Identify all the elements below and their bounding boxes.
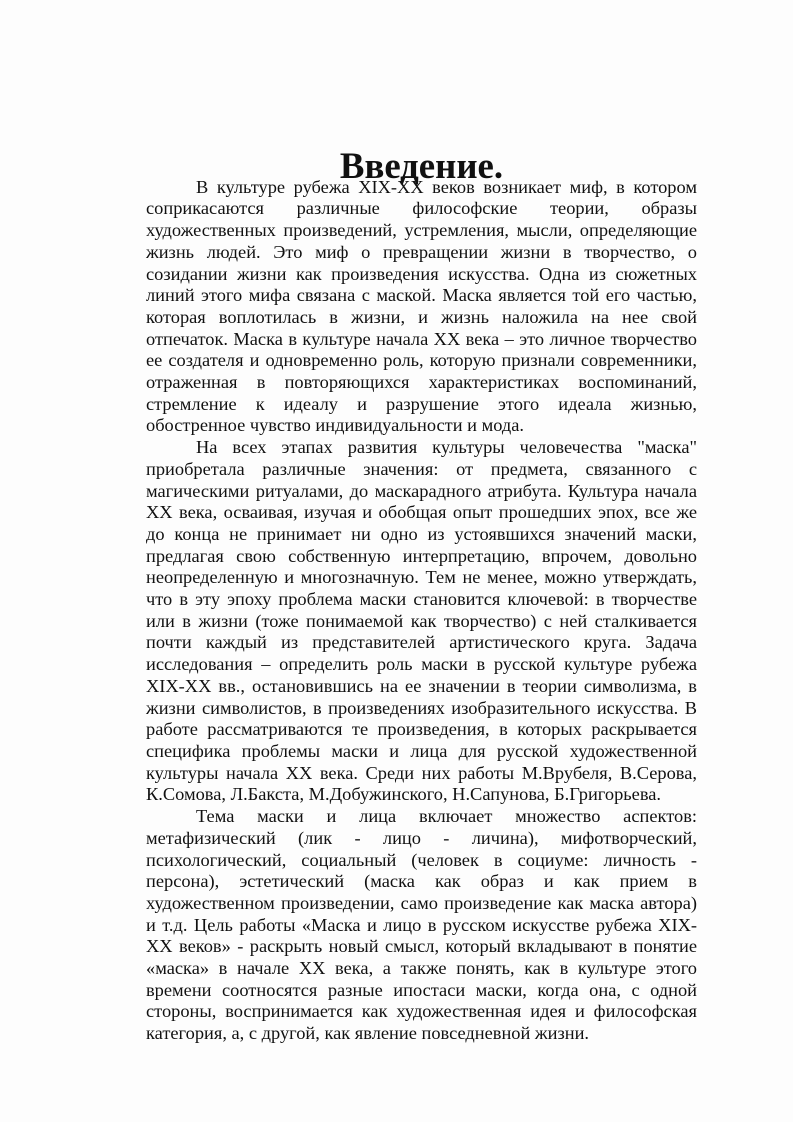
page-body — [146, 145, 697, 1045]
page-title: Введение. — [339, 145, 504, 186]
paragraph-1: В культуре рубежа XIX-XX веков возникает миф, в котором соприкасаются различные философские теории, образы художественных произведений, устремления, мысли, определяющие жизнь людей. Это миф о превращении жизни в творчество, о созидании жизни как произведения искусства. Одна из сюжетных линий этого мифа связана с маской. Маска является той его частью, которая воплотилась в жизни, и жизнь наложила на нее свой отпечаток. Маска в культуре начала XX века – это личное творчество ее создателя и одновременно роль, которую признали современники, отраженная в повторяющихся характеристиках воспоминаний, стремление к идеалу и разрушение этого идеала жизнью, обостренное чувство индивидуальности и мода. — [146, 176, 697, 436]
paragraph-3: Тема маски и лица включает множество аспектов: метафизический (лик - лицо - личина), мифотворческий, психологический, социальный (человек в социуме: личность - персона), эстетический (маска как образ и как прием в художественном произведении, само произведение как маска автора) и т.д. Цель работы «Маска и лицо в русском искусстве рубежа XIX-XX веков» - раскрыть новый смысл, который вкладывают в понятие «маска» в начале XX века, а также понять, как в культуре этого времени соотносятся разные ипостаси маски, когда она, с одной стороны, воспринимается как художественная идея и философская категория, а, с другой, как явление повседневной жизни. — [146, 806, 697, 1044]
paragraph-2: На всех этапах развития культуры человечества "маска" приобретала различные значения: от предмета, связанного с магическими ритуалами, до маскарадного атрибута. Культура начала XX века, осваивая, изучая и обобщая опыт прошедших эпох, все же до конца не принимает ни одно из устоявшихся значений маски, предлагая свою собственную интерпретацию, впрочем, довольно неопределенную и многозначную. Тем не менее, можно утверждать, что в эту эпоху проблема маски становится ключевой: в творчестве или в жизни (тоже понимаемой как творчество) с ней сталкивается почти каждый из представителей артистического круга. Задача исследования – определить роль маски в русской культуре рубежа XIX-XX вв., остановившись на ее значении в теории символизма, в жизни символистов, в произведениях изобразительного искусства. В работе рассматриваются те произведения, в которых раскрывается специфика проблемы маски и лица для русской художественной культуры начала XX века. Среди них работы М.Врубеля, В.Серова, К.Сомова, Л.Бакста, М.Добужинского, Н.Сапунова, Б.Григорьева. — [146, 437, 697, 805]
